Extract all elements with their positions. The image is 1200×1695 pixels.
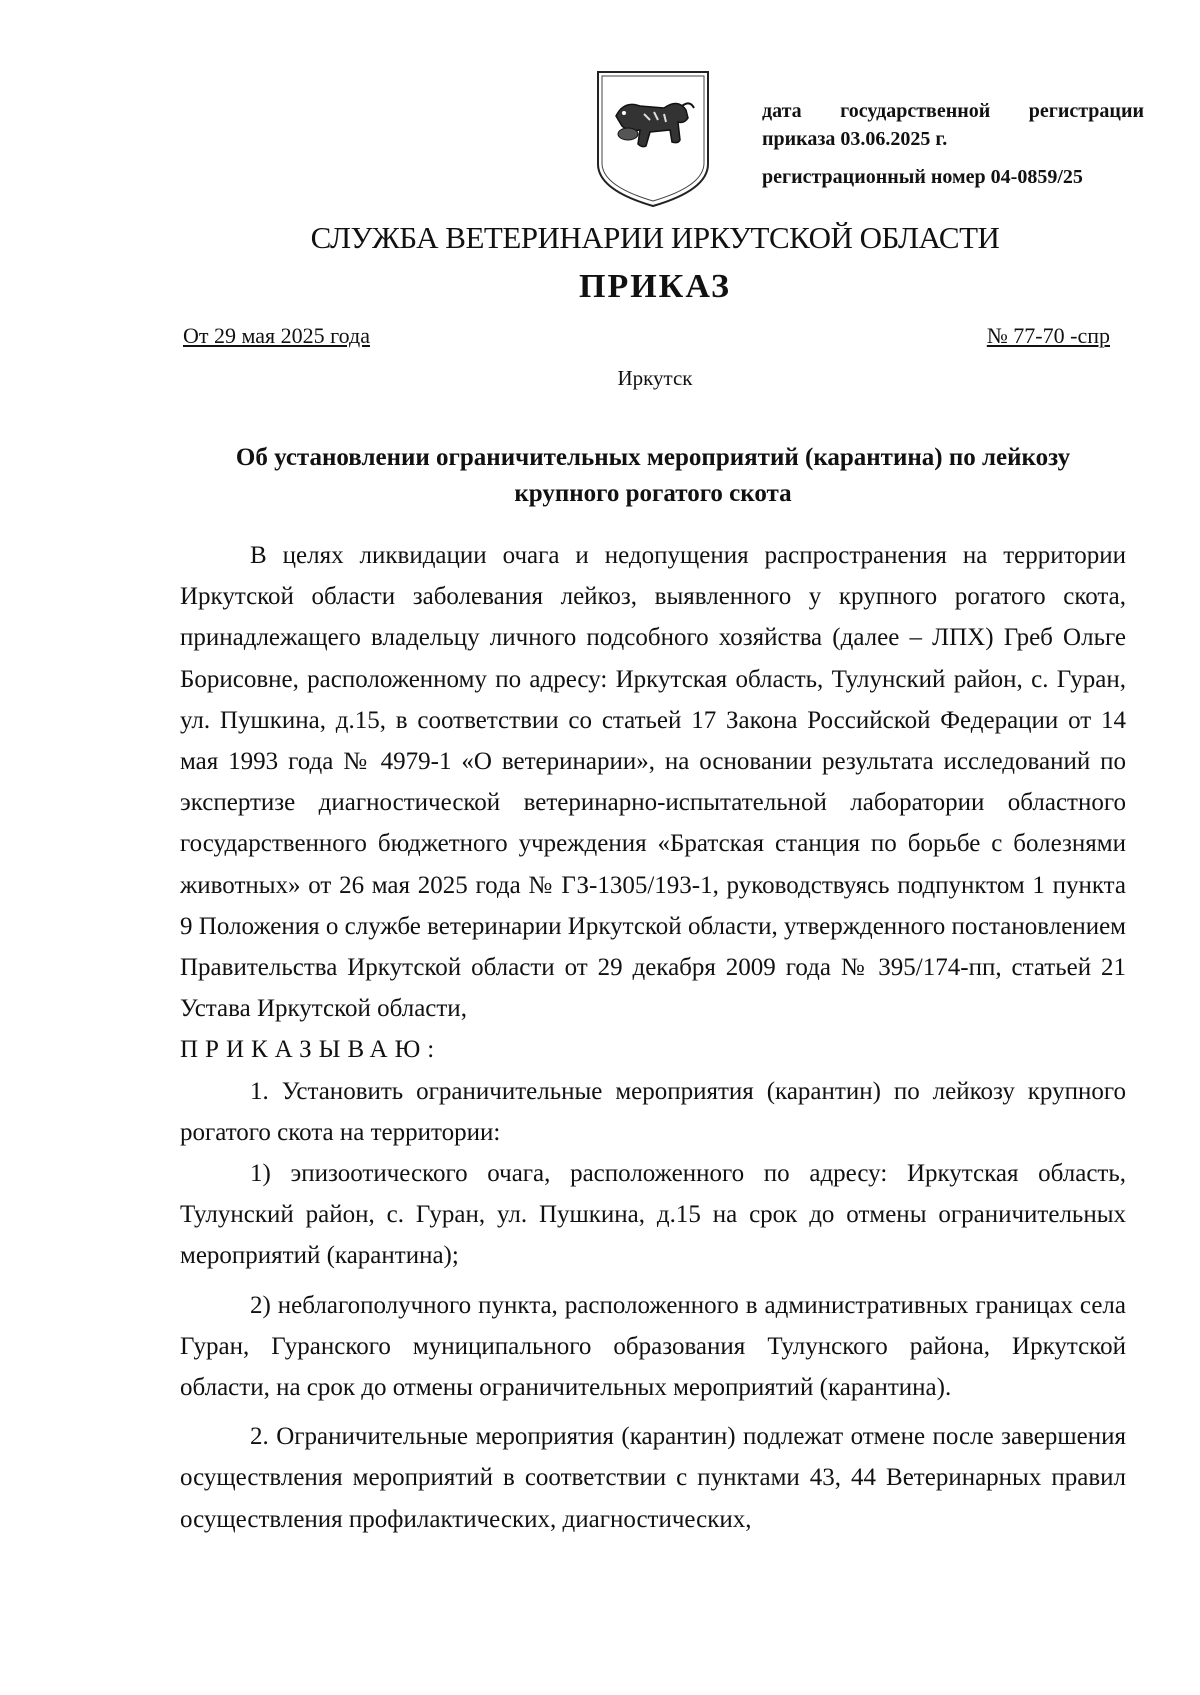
preamble-paragraph: В целях ликвидации очага и недопущения распространения на территории Иркутской области заболевания лейкоз, выявленного у крупного рогатого скота, принадлежащего владельцу личного подсобного хозяйства (далее – ЛПХ) Греб Ольге Борисовне, расположенному по адресу: Иркутская область, Тулунский район, с. Гуран, ул. Пушкина, д.15, в соответствии со статьей 17 Закона Российской Федерации от 14 мая 1993 года № 4979-1 «О ветеринарии», на основании результата исследований по экспертизе диагностической ветеринарно-испытательной лаборатории областного государственного бюджетного учреждения «Братская станция по борьбе с болезнями животных» от 26 мая 2025 года № ГЗ-1305/193-1, руководствуясь подпунктом 1 пункта 9 Положения о службе ветеринарии Иркутской области, утвержденного постановлением Правительства Иркутской области от 29 декабря 2009 года № 395/174-пп, статьей 21 Устава Иркутской области, [180, 542, 1126, 1023]
order-subitem: 2) неблагополучного пункта, расположенного в административных границах села Гуран, Гуранского муниципального образования Тулунского района, Иркутской области, на срок до отмены ограничительных мероприятий (карантина). [180, 1291, 1126, 1402]
registration-info [762, 97, 1144, 191]
registration-number: регистрационный номер 04-0859/25 [762, 166, 1083, 188]
order-item: 1. Установить ограничительные мероприятия (карантин) по лейкозу крупного рогатого скота на территории: [180, 1077, 1126, 1146]
document-type-title: ПРИКАЗ [579, 268, 731, 305]
order-subitem: 1) эпизоотического очага, расположенного по адресу: Иркутская область, Тулунский район, с. Гуран, ул. Пушкина, д.15 на срок до отмены ограничительных мероприятий (карантина); [180, 1160, 1126, 1270]
registration-date-value: приказа 03.06.2025 г. [762, 128, 948, 150]
agency-name: СЛУЖБА ВЕТЕРИНАРИИ ИРКУТСКОЙ ОБЛАСТИ [310, 220, 1000, 255]
registration-date-label: дата государственной регистрации [762, 100, 1144, 122]
order-number: № 77-70 -спр [986, 323, 1110, 348]
order-body [180, 535, 1126, 1540]
coat-of-arms-emblem [594, 68, 712, 210]
order-heading: Об установлении ограничительных мероприятий (карантина) по лейкозу крупного рогатого скота [235, 444, 1071, 507]
city-name: Иркутск [617, 366, 693, 390]
order-item: 2. Ограничительные мероприятия (карантин) подлежат отмене после завершения осуществления мероприятий в соответствии с пунктами 43, 44 Ветеринарных правил осуществления профилактических, диагностических, [180, 1423, 1126, 1533]
order-date: От 29 мая 2025 года [183, 323, 370, 348]
order-directive: ПРИКАЗЫВАЮ: [180, 1036, 442, 1064]
